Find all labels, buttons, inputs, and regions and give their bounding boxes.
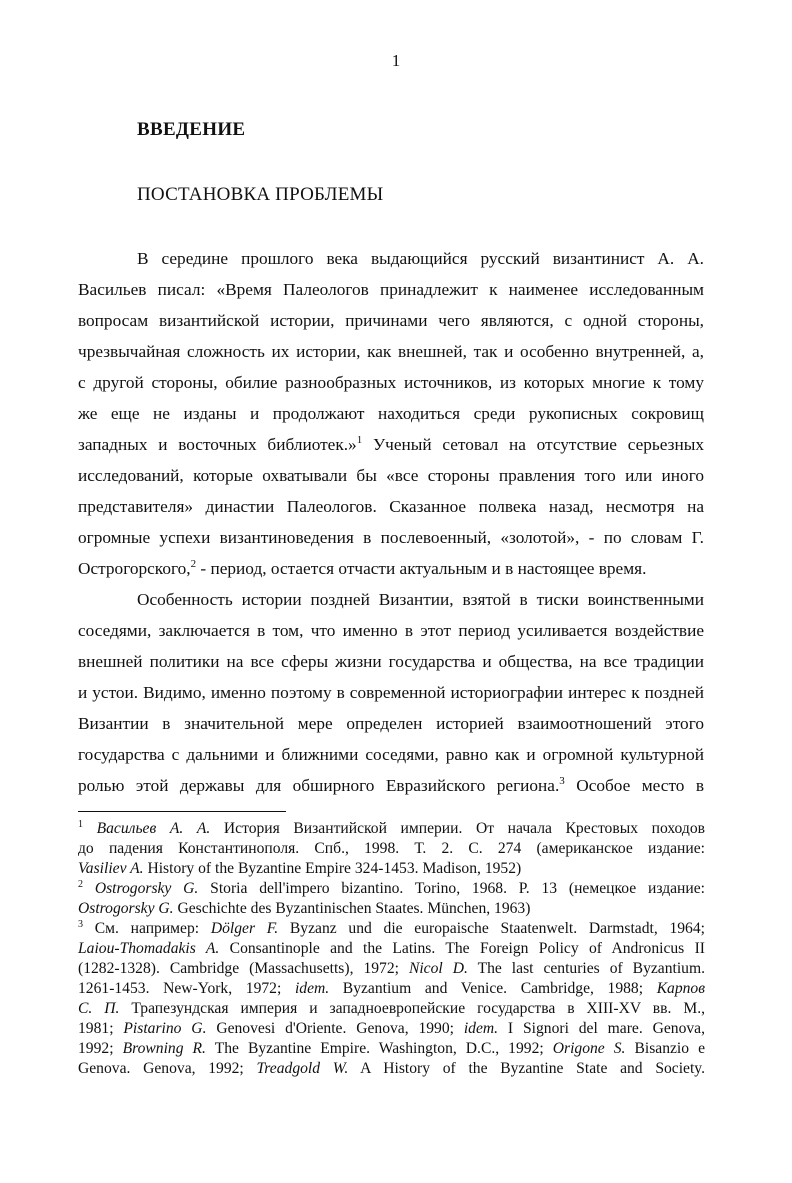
footnote-line xyxy=(78,860,705,878)
footnote-line xyxy=(78,900,705,918)
body-line: государства с дальними и ближними соседями, равно как и огромной культурной xyxy=(78,745,704,764)
footnote-text: I Signori del mare. Genova, xyxy=(498,1020,705,1037)
footnote-line xyxy=(78,1000,705,1018)
body-line: исследований, которые охватывали бы «все стороны правления того или иного xyxy=(78,466,704,485)
footnote-ref[interactable]: 2 xyxy=(190,558,197,570)
footnote-author: Ostrogorsky G. xyxy=(94,880,199,897)
body-line: с другой стороны, обилие разнообразных источников, из которых многие к тому xyxy=(78,373,704,392)
footnote-text: Byzantium and Venice. Cambridge, 1988; xyxy=(329,980,657,997)
body-line: В середине прошлого века выдающийся русский византинист А. А. xyxy=(137,249,704,268)
footnote-text: Byzanz und die europaische Staatenwelt. Darmstadt, 1964; xyxy=(278,920,705,937)
footnote-text: The Byzantine Empire. Washington, D.C., 1992; xyxy=(205,1040,553,1057)
footnote-author: Pistarino G. xyxy=(123,1020,207,1037)
footnote-author: Ostrogorsky G. xyxy=(78,900,174,917)
footnote-author: idem. xyxy=(463,1020,499,1037)
footnote-author: Treadgold W. xyxy=(256,1060,349,1077)
footnote-author: Browning R. xyxy=(122,1040,206,1057)
footnote-author: Dölger F. xyxy=(210,920,279,937)
footnote-text: History of the Byzantine Empire 324-1453. Madison, 1952) xyxy=(143,860,522,877)
body-line: же еще не изданы и продолжают находиться среди рукописных сокровищ xyxy=(78,404,704,423)
body-line: чрезвычайная сложность их истории, как внешней, так и особенно внутренней, а, xyxy=(78,342,704,361)
footnote-text: См. например: xyxy=(83,920,211,937)
body-line: внешней политики на все сферы жизни государства и общества, на все традиции xyxy=(78,652,704,671)
footnote-line xyxy=(78,880,705,898)
footnote-text: (1282-1328). Cambridge (Massachusetts), 1972; xyxy=(78,960,409,977)
footnote-text: Consantinople and the Latins. The Foreign Policy of Andronicus II xyxy=(219,940,705,957)
body-line: представителя» династии Палеологов. Сказанное полвека назад, несмотря на xyxy=(78,497,704,516)
body-line xyxy=(78,776,704,796)
footnote-separator xyxy=(78,811,286,812)
footnote-line xyxy=(78,980,705,998)
footnote-text: The last centuries of Byzantium. xyxy=(467,960,706,977)
footnote-author: Laiou-Thomadakis A. xyxy=(78,940,220,957)
body-line: Особенность истории поздней Византии, взятой в тиски воинственными xyxy=(137,590,704,609)
footnote-text: 1981; xyxy=(78,1020,124,1037)
section-heading-intro: ВВЕДЕНИЕ xyxy=(137,119,246,140)
footnote-ref[interactable]: 1 xyxy=(356,434,363,446)
body-text: Ученый сетовал на отсутствие серьезных xyxy=(362,435,704,454)
page-number: 1 xyxy=(391,51,401,70)
footnote-author: Nicol D. xyxy=(408,960,468,977)
footnote-line xyxy=(78,1060,705,1078)
section-heading-problem: ПОСТАНОВКА ПРОБЛЕМЫ xyxy=(137,184,384,205)
footnote-text: 1992; xyxy=(78,1040,123,1057)
footnote-line xyxy=(78,940,705,958)
footnote-text: Bisanzio e xyxy=(625,1040,705,1057)
body-line: и устои. Видимо, именно поэтому в современной историографии интерес к поздней xyxy=(78,683,704,702)
footnote-line xyxy=(78,1020,705,1038)
body-line: огромные успехи византиноведения в послевоенный, «золотой», - по словам Г. xyxy=(78,528,704,547)
body-line xyxy=(78,435,704,455)
body-text: западных и восточных библиотек.» xyxy=(78,435,357,454)
body-line: Васильев писал: «Время Палеологов принадлежит к наименее исследованным xyxy=(78,280,704,299)
footnote-number: 2 xyxy=(78,879,83,890)
body-line: соседями, заключается в том, что именно в этот период усиливается воздействие xyxy=(78,621,704,640)
footnote-author: Карпов xyxy=(656,980,705,997)
footnote-line xyxy=(78,1040,705,1058)
footnote-line xyxy=(78,820,705,838)
footnote-text: Genovesi d'Oriente. Genova, 1990; xyxy=(206,1020,464,1037)
footnote-line: до падения Константинополя. Спб., 1998. Т. 2. С. 274 (американское издание: xyxy=(78,840,705,857)
body-text: Острогорского, xyxy=(78,559,191,578)
footnote-author: С. П. xyxy=(78,1000,120,1017)
footnote-text: История Византийской империи. От начала Крестовых походов xyxy=(210,820,705,837)
footnote-line xyxy=(78,920,705,938)
footnote-author: Origone S. xyxy=(552,1040,626,1057)
footnote-text: A History of the Byzantine State and Society. xyxy=(348,1060,705,1077)
footnote-text: Geschichte des Byzantinischen Staates. München, 1963) xyxy=(173,900,531,917)
body-line: вопросам византийской истории, причинами чего являются, с одной стороны, xyxy=(78,311,704,330)
footnote-author: Vasiliev A. xyxy=(78,860,144,877)
footnote-number: 1 xyxy=(78,819,83,830)
footnote-text: Genova. Genova, 1992; xyxy=(78,1060,257,1077)
body-text: Особое место в xyxy=(564,776,704,795)
footnote-text: 1261-1453. New-York, 1972; xyxy=(78,980,295,997)
body-text: ролью этой державы для обширного Евразийского региона. xyxy=(78,776,560,795)
body-text: - период, остается отчасти актуальным и в настоящее время. xyxy=(196,559,647,578)
footnote-text: Storia dell'impero bizantino. Torino, 1968. P. 13 (немецкое издание: xyxy=(198,880,705,897)
footnote-author: Васильев А. А. xyxy=(96,820,211,837)
footnote-text: Трапезундская империя и западноевропейские государства в XIII-XV вв. М., xyxy=(119,1000,705,1017)
footnote-author: idem. xyxy=(294,980,330,997)
body-line xyxy=(78,559,704,579)
footnote-line xyxy=(78,960,705,978)
footnote-ref[interactable]: 3 xyxy=(559,775,565,787)
footnote-number: 3 xyxy=(78,919,83,930)
body-line: Византии в значительной мере определен историей взаимоотношений этого xyxy=(78,714,704,733)
